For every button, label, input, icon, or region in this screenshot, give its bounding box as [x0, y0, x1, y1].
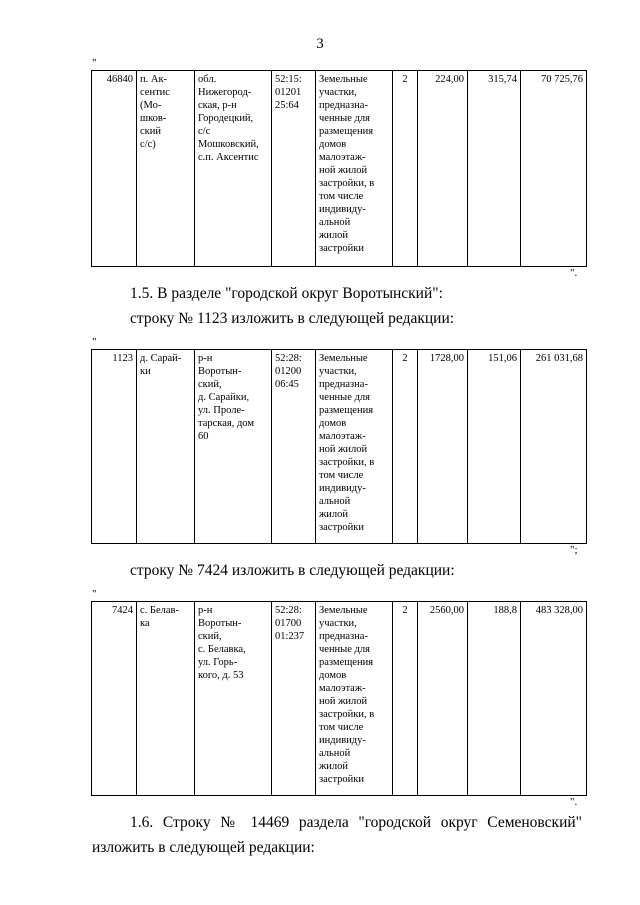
cadastral-number-cell: 52:28: 01200 06:45 — [272, 350, 316, 544]
cadastral-value-cell: 483 328,00 — [521, 602, 587, 796]
land-purpose-cell: Земельные участки, предназна- ченные для размещения домов малоэтаж- ной жилой застройки, в том числе индивиду- альной жилой застройки — [316, 350, 393, 544]
area-cell: 1728,00 — [418, 350, 468, 544]
table-row — [92, 350, 587, 544]
record-table-46840 — [91, 70, 587, 267]
land-purpose-cell: Земельные участки, предназна- ченные для размещения домов малоэтаж- ной жилой застройки, в том числе индивиду- альной жилой застройки — [316, 602, 393, 796]
table-row — [92, 71, 587, 267]
record-id: 1123 — [92, 350, 137, 544]
group-cell: 2 — [393, 602, 418, 796]
settlement-cell: с. Белав- ка — [137, 602, 195, 796]
table-row — [92, 602, 587, 796]
record-table-7424 — [91, 601, 587, 796]
specific-value-cell: 188,8 — [468, 602, 521, 796]
record-id: 46840 — [92, 71, 137, 267]
group-cell: 2 — [393, 71, 418, 267]
quote-close: ". — [570, 796, 578, 808]
address-cell: р-н Воротын- ский, с. Белавка, ул. Горь- кого, д. 53 — [195, 602, 272, 796]
address-cell: обл. Нижегород- ская, р-н Городецкий, с/с Мошковский, с.п. Аксентис — [195, 71, 272, 267]
section-1-6-text: 1.6. Строку № 14469 раздела "городской округ Семеновский" — [130, 814, 582, 831]
area-cell: 224,00 — [418, 71, 468, 267]
record-id: 7424 — [92, 602, 137, 796]
cadastral-value-cell: 261 031,68 — [521, 350, 587, 544]
quote-open: " — [92, 57, 97, 69]
section-1-5-heading: 1.5. В разделе "городской округ Воротынский": — [130, 285, 443, 302]
record-table-1123 — [91, 349, 587, 544]
instruction-row-1123: строку № 1123 изложить в следующей редакции: — [130, 310, 455, 327]
specific-value-cell: 151,06 — [468, 350, 521, 544]
section-1-6-text-continued: изложить в следующей редакции: — [92, 839, 315, 856]
instruction-row-7424: строку № 7424 изложить в следующей редакции: — [130, 562, 455, 579]
quote-close: ". — [570, 267, 578, 279]
settlement-cell: д. Сарай- ки — [137, 350, 195, 544]
cadastral-value-cell: 70 725,76 — [521, 71, 587, 267]
quote-close: "; — [570, 544, 578, 556]
settlement-cell: п. Ак- сентис (Мо- шков- ский с/с) — [137, 71, 195, 267]
page-number: 3 — [316, 36, 324, 52]
specific-value-cell: 315,74 — [468, 71, 521, 267]
quote-open: " — [92, 336, 97, 348]
group-cell: 2 — [393, 350, 418, 544]
cadastral-number-cell: 52:28: 01700 01:237 — [272, 602, 316, 796]
quote-open: " — [92, 588, 97, 600]
cadastral-number-cell: 52:15: 01201 25:64 — [272, 71, 316, 267]
land-purpose-cell: Земельные участки, предназна- ченные для размещения домов малоэтаж- ной жилой застройки, в том числе индивиду- альной жилой застройки — [316, 71, 393, 267]
address-cell: р-н Воротын- ский, д. Сарайки, ул. Проле- тарская, дом 60 — [195, 350, 272, 544]
area-cell: 2560,00 — [418, 602, 468, 796]
